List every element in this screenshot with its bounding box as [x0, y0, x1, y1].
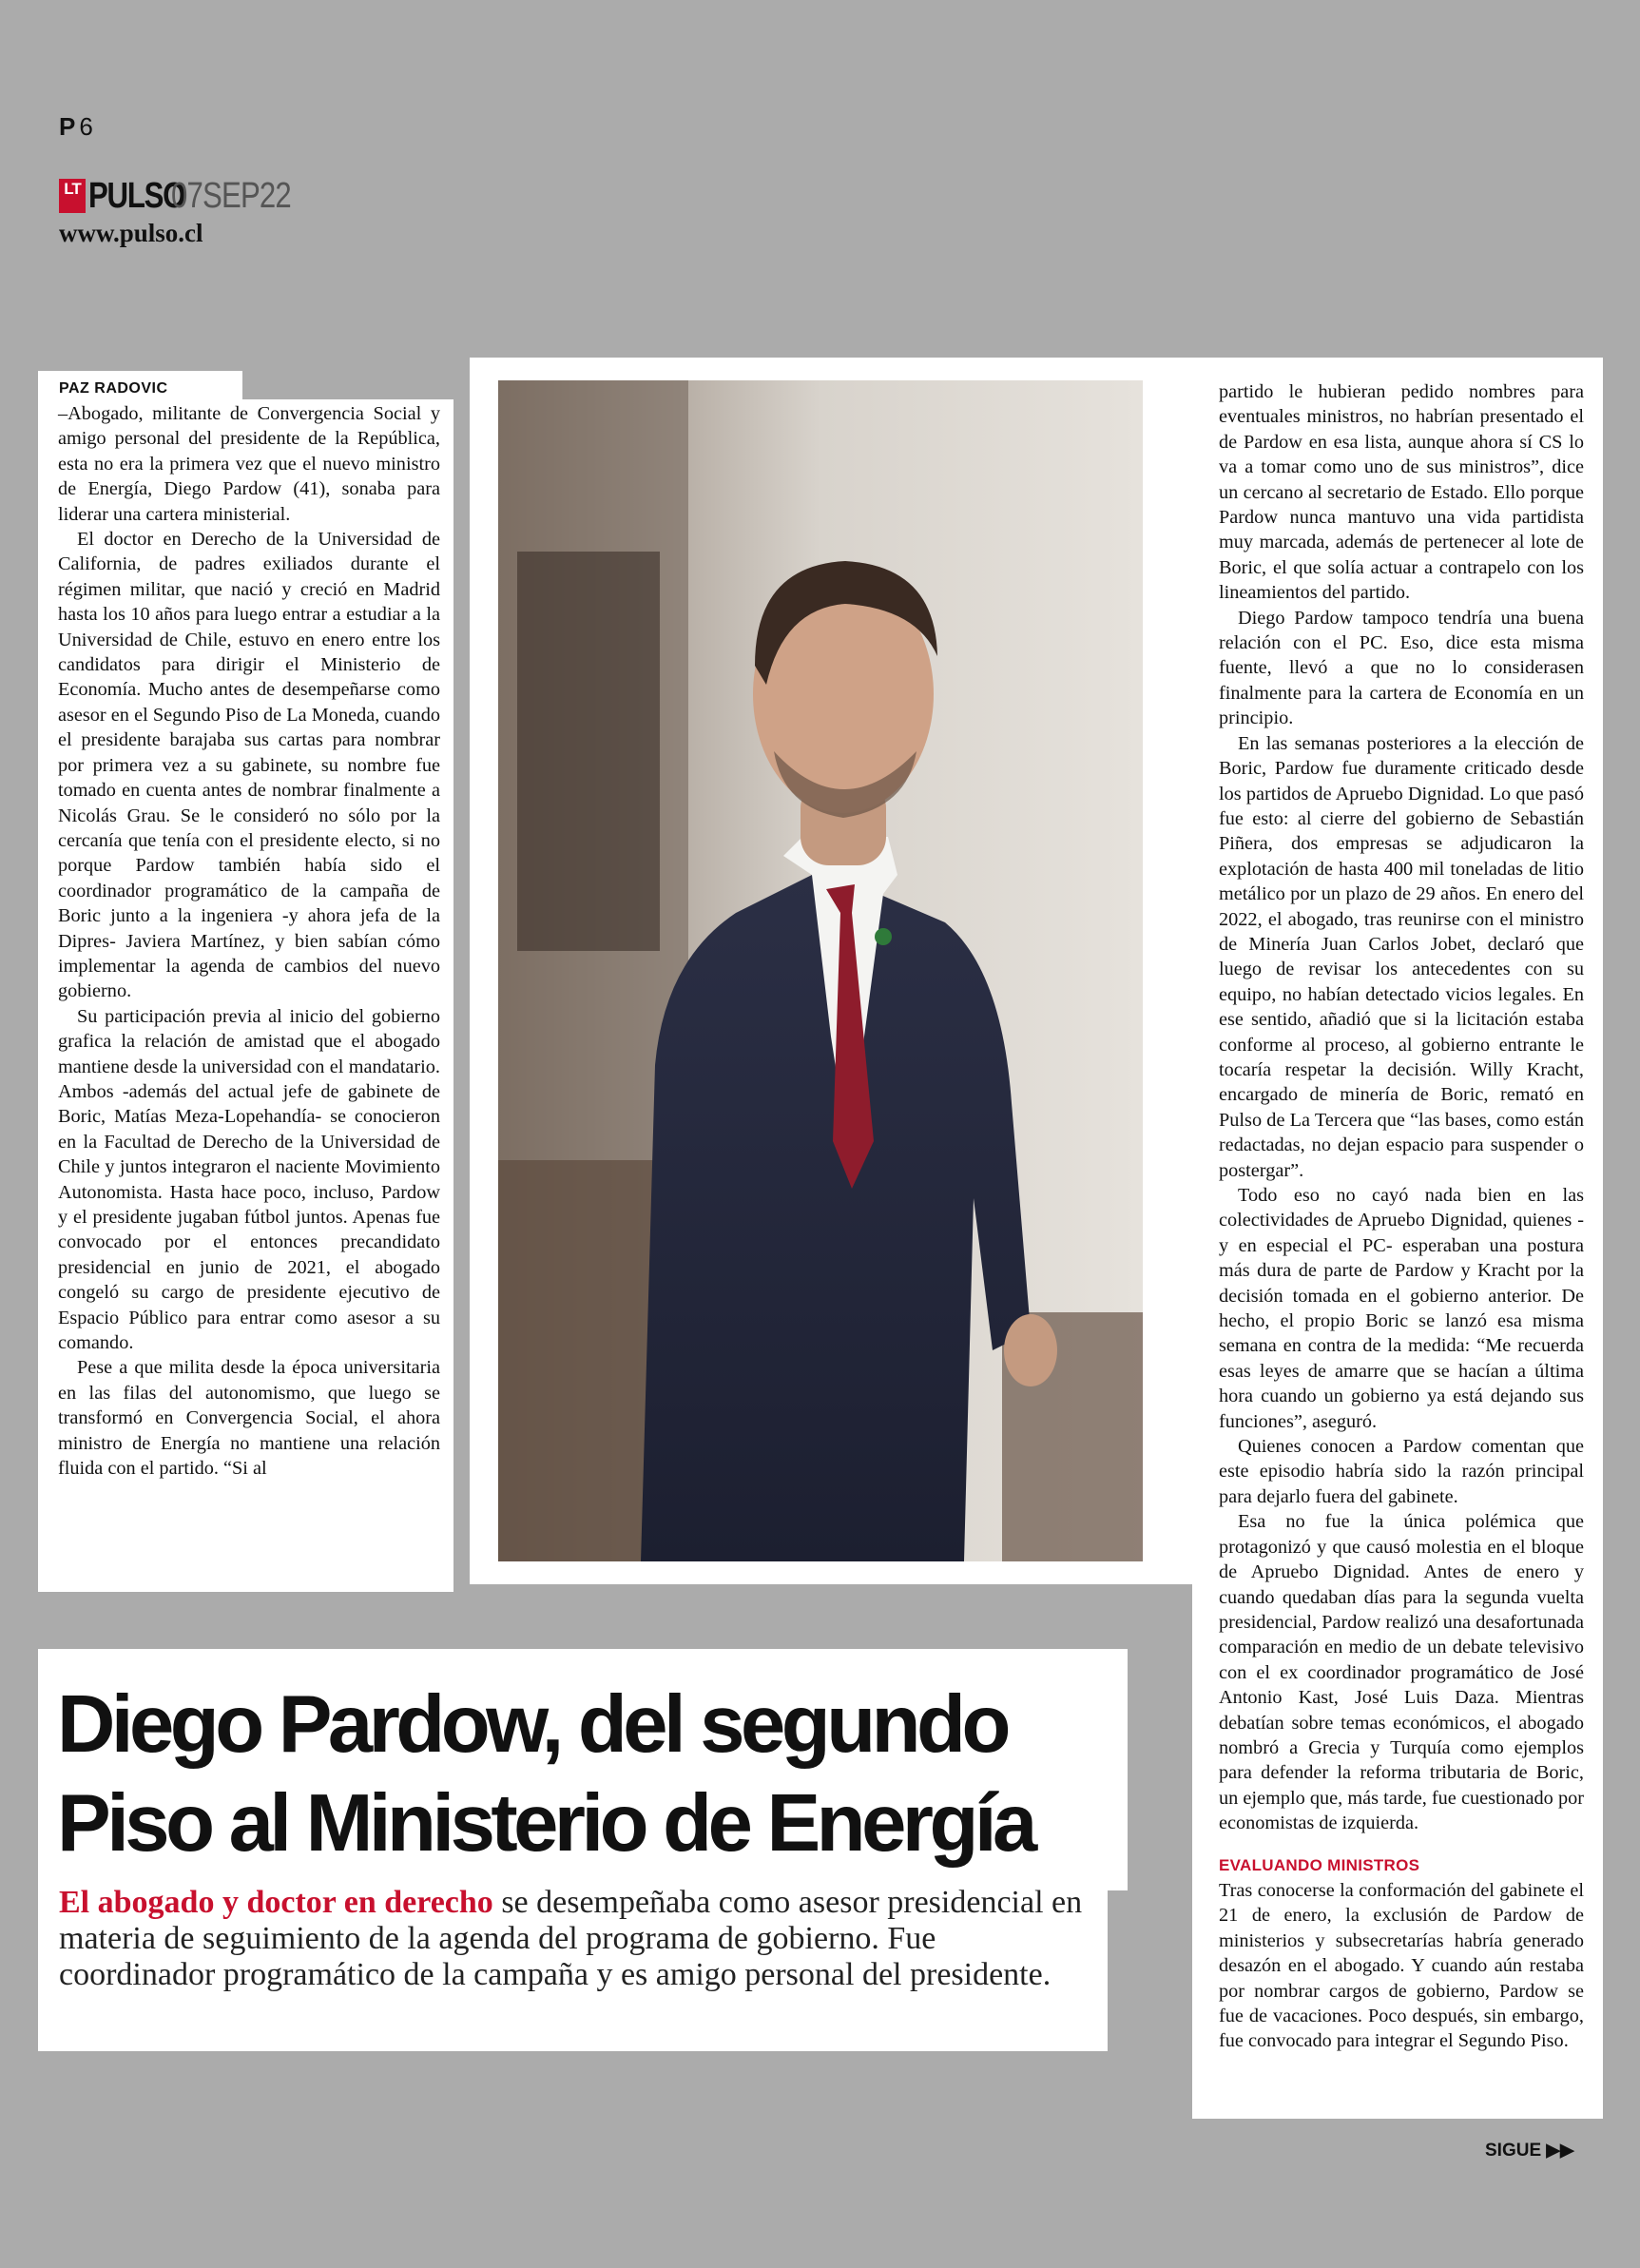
headline-line-2: Piso al Ministerio de Energía: [57, 1778, 1033, 1869]
edition-date: 07SEP22: [171, 175, 292, 216]
article-deck: [59, 1885, 1095, 1993]
headline-line-1: Diego Pardow, del segundo: [57, 1679, 1007, 1770]
paragraph: El doctor en Derecho de la Universidad de California, de padres exiliados durante el régimen militar, que nació y creció en Madrid hasta los 10 años para luego entrar a estudiar a la Universidad de Chile, estuvo en enero entre los candidatos para dirigir el Ministerio de Economía. Mucho antes de desempeñarse como asesor en el Segundo Piso de La Moneda, cuando el presidente barajaba sus cartas para nombrar por primera vez a su gabinete, su nombre fue tomado en cuenta antes de nombrar finalmente a Nicolás Grau. Se le consideró no sólo por la cercanía que tenía con el presidente electo, si no porque Pardow también había sido el coordinador programático de la campaña de Boric junto a la ingeniera -y ahora jefa de la Dipres- Javiera Martínez, y bien sabían cómo implementar la agenda de cambios del nuevo gobierno.: [58, 529, 440, 1002]
deck-box: [38, 1885, 1108, 2051]
left-column-text: [58, 401, 440, 1481]
paragraph: Diego Pardow tampoco tendría una buena relación con el PC. Eso, dice esta misma fuente, llevó a que no lo considerasen finalmente para la cartera de Economía en un principio.: [1219, 607, 1584, 729]
right-column-text: [1219, 379, 1584, 2054]
paragraph: –Abogado, militante de Convergencia Social y amigo personal del presidente de la República, esta no era la primera vez que el nuevo ministro de Energía, Diego Pardow (41), sonaba para liderar una cartera ministerial.: [58, 403, 440, 525]
section-subhead: EVALUANDO MINISTROS: [1219, 1855, 1420, 1874]
left-column-panel: [38, 399, 453, 1592]
paragraph: Pese a que milita desde la época universitaria en las filas del autonomismo, que luego se transformó en Convergencia Social, el ahora ministro de Energía no mantiene una relación fluida con el partido. “Si al: [58, 1357, 440, 1480]
headline-box: [38, 1649, 1128, 1890]
paragraph: Tras conocerse la conformación del gabinete el 21 de enero, la exclusión de Pardow de ministerios y subsecretarías habría generado desazón en el abogado. Y cuando aún restaba por nombrar cargos de gobierno, Pardow se fue de vacaciones. Poco después, sin embargo, fue convocado para integrar el Segundo Piso.: [1219, 1879, 1584, 2052]
headline: [57, 1676, 1122, 1873]
minister-photo: [498, 380, 1143, 1561]
paragraph: Todo eso no cayó nada bien en las colectividades de Apruebo Dignidad, quienes -y en especial el PC- esperaban una postura más dura de parte de Pardow y Kracht por la decisión tomada en el gobierno anterior. De hecho, el propio Boric se lanzó esa misma semana en contra de la medida: “Me recuerda esas leyes de amarre que se hacían a última hora cuando un gobierno ya está dejando sus funciones”, aseguró.: [1219, 1185, 1584, 1432]
paragraph: En las semanas posteriores a la elección de Boric, Pardow fue duramente criticado desde los partidos de Apruebo Dignidad. Lo que pasó fue esto: al cierre del gobierno de Sebastián Piñera, dos empresas se adjudicaron la explotación de hasta 400 mil toneladas de litio metálico por un plazo de 29 años. En enero del 2022, el abogado, tras reunirse con el ministro de Minería Juan Carlos Jobet, declaró que luego de revisar los antecedentes con su equipo, no habían detectado vicios legales. En ese sentido, añadió que si la licitación estaba conforme al proceso, al gobierno entrante le tocaría respetar la decisión. Willy Kracht, encargado de minería de Boric, remató en Pulso de La Tercera que “las bases, como están redactadas, no dejan espacio para suspender o postergar”.: [1219, 732, 1584, 1181]
deck-text: se desempeñaba como asesor presidencial en materia de seguimiento de la agenda del programa de gobierno. Fue coordinador programático de la campaña y es amigo personal del presidente.: [59, 1885, 1083, 1992]
paragraph: Su participación previa al inicio del gobierno grafica la relación de amistad que el abogado mantiene desde la universidad con el mandatario. Ambos -además del actual jefe de gabinete de Boric, Matías Meza-Lopehandía- se conocieron en la Facultad de Derecho de la Universidad de Chile y juntos integraron el naciente Movimiento Autonomista. Hasta hace poco, incluso, Pardow y el presidente jugaban fútbol juntos. Apenas fue convocado por el entonces precandidato presidencial en junio de 2021, el abogado congeló su cargo de presidente ejecutivo de Espacio Público para entrar como asesor a su comando.: [58, 1005, 440, 1354]
portrait-illustration: [498, 380, 1143, 1561]
page-number: P 6: [59, 112, 93, 141]
deck-lead: El abogado y doctor en derecho: [59, 1885, 493, 1920]
paragraph: Esa no fue la única polémica que protagonizó y que causó molestia en el bloque de Apruebo Dignidad. Antes de enero y cuando quedaban días para la segunda vuelta presidencial, Pardow realizó una desafortunada comparación en medio de un debate televisivo con el ex coordinador programático de José Antonio Kast, José Luis Daza. Mientras debatían sobre temas económicos, el abogado nombró a Grecia y Turquía como ejemplos para defender la reforma tributaria de Boric, un ejemplo que, más tarde, fue cuestionado por economistas de izquierda.: [1219, 1511, 1584, 1834]
continue-label[interactable]: SIGUE ▶▶: [1485, 2141, 1574, 2161]
lt-logo: LT: [59, 179, 86, 213]
paragraph: partido le hubieran pedido nombres para eventuales ministros, no habrían presentado el de Pardow en esa lista, aunque ahora sí CS lo va a tomar como uno de sus ministros”, dice un cercano al secretario de Estado. Ello porque Pardow nunca mantuvo una vida partidista muy marcada, además de pertenecer al lote de Boric, el que solía actuar a contrapelo con los lineamientos del partido.: [1219, 381, 1584, 604]
website-link[interactable]: www.pulso.cl: [59, 219, 203, 247]
right-column-panel: [1192, 358, 1603, 2119]
masthead: [59, 177, 318, 215]
paragraph: Quienes conocen a Pardow comentan que este episodio habría sido la razón principal para dejarlo fuera del gabinete.: [1219, 1436, 1584, 1507]
author-byline: PAZ RADOVIC: [38, 371, 242, 401]
brand-name: PULSO: [88, 175, 185, 216]
